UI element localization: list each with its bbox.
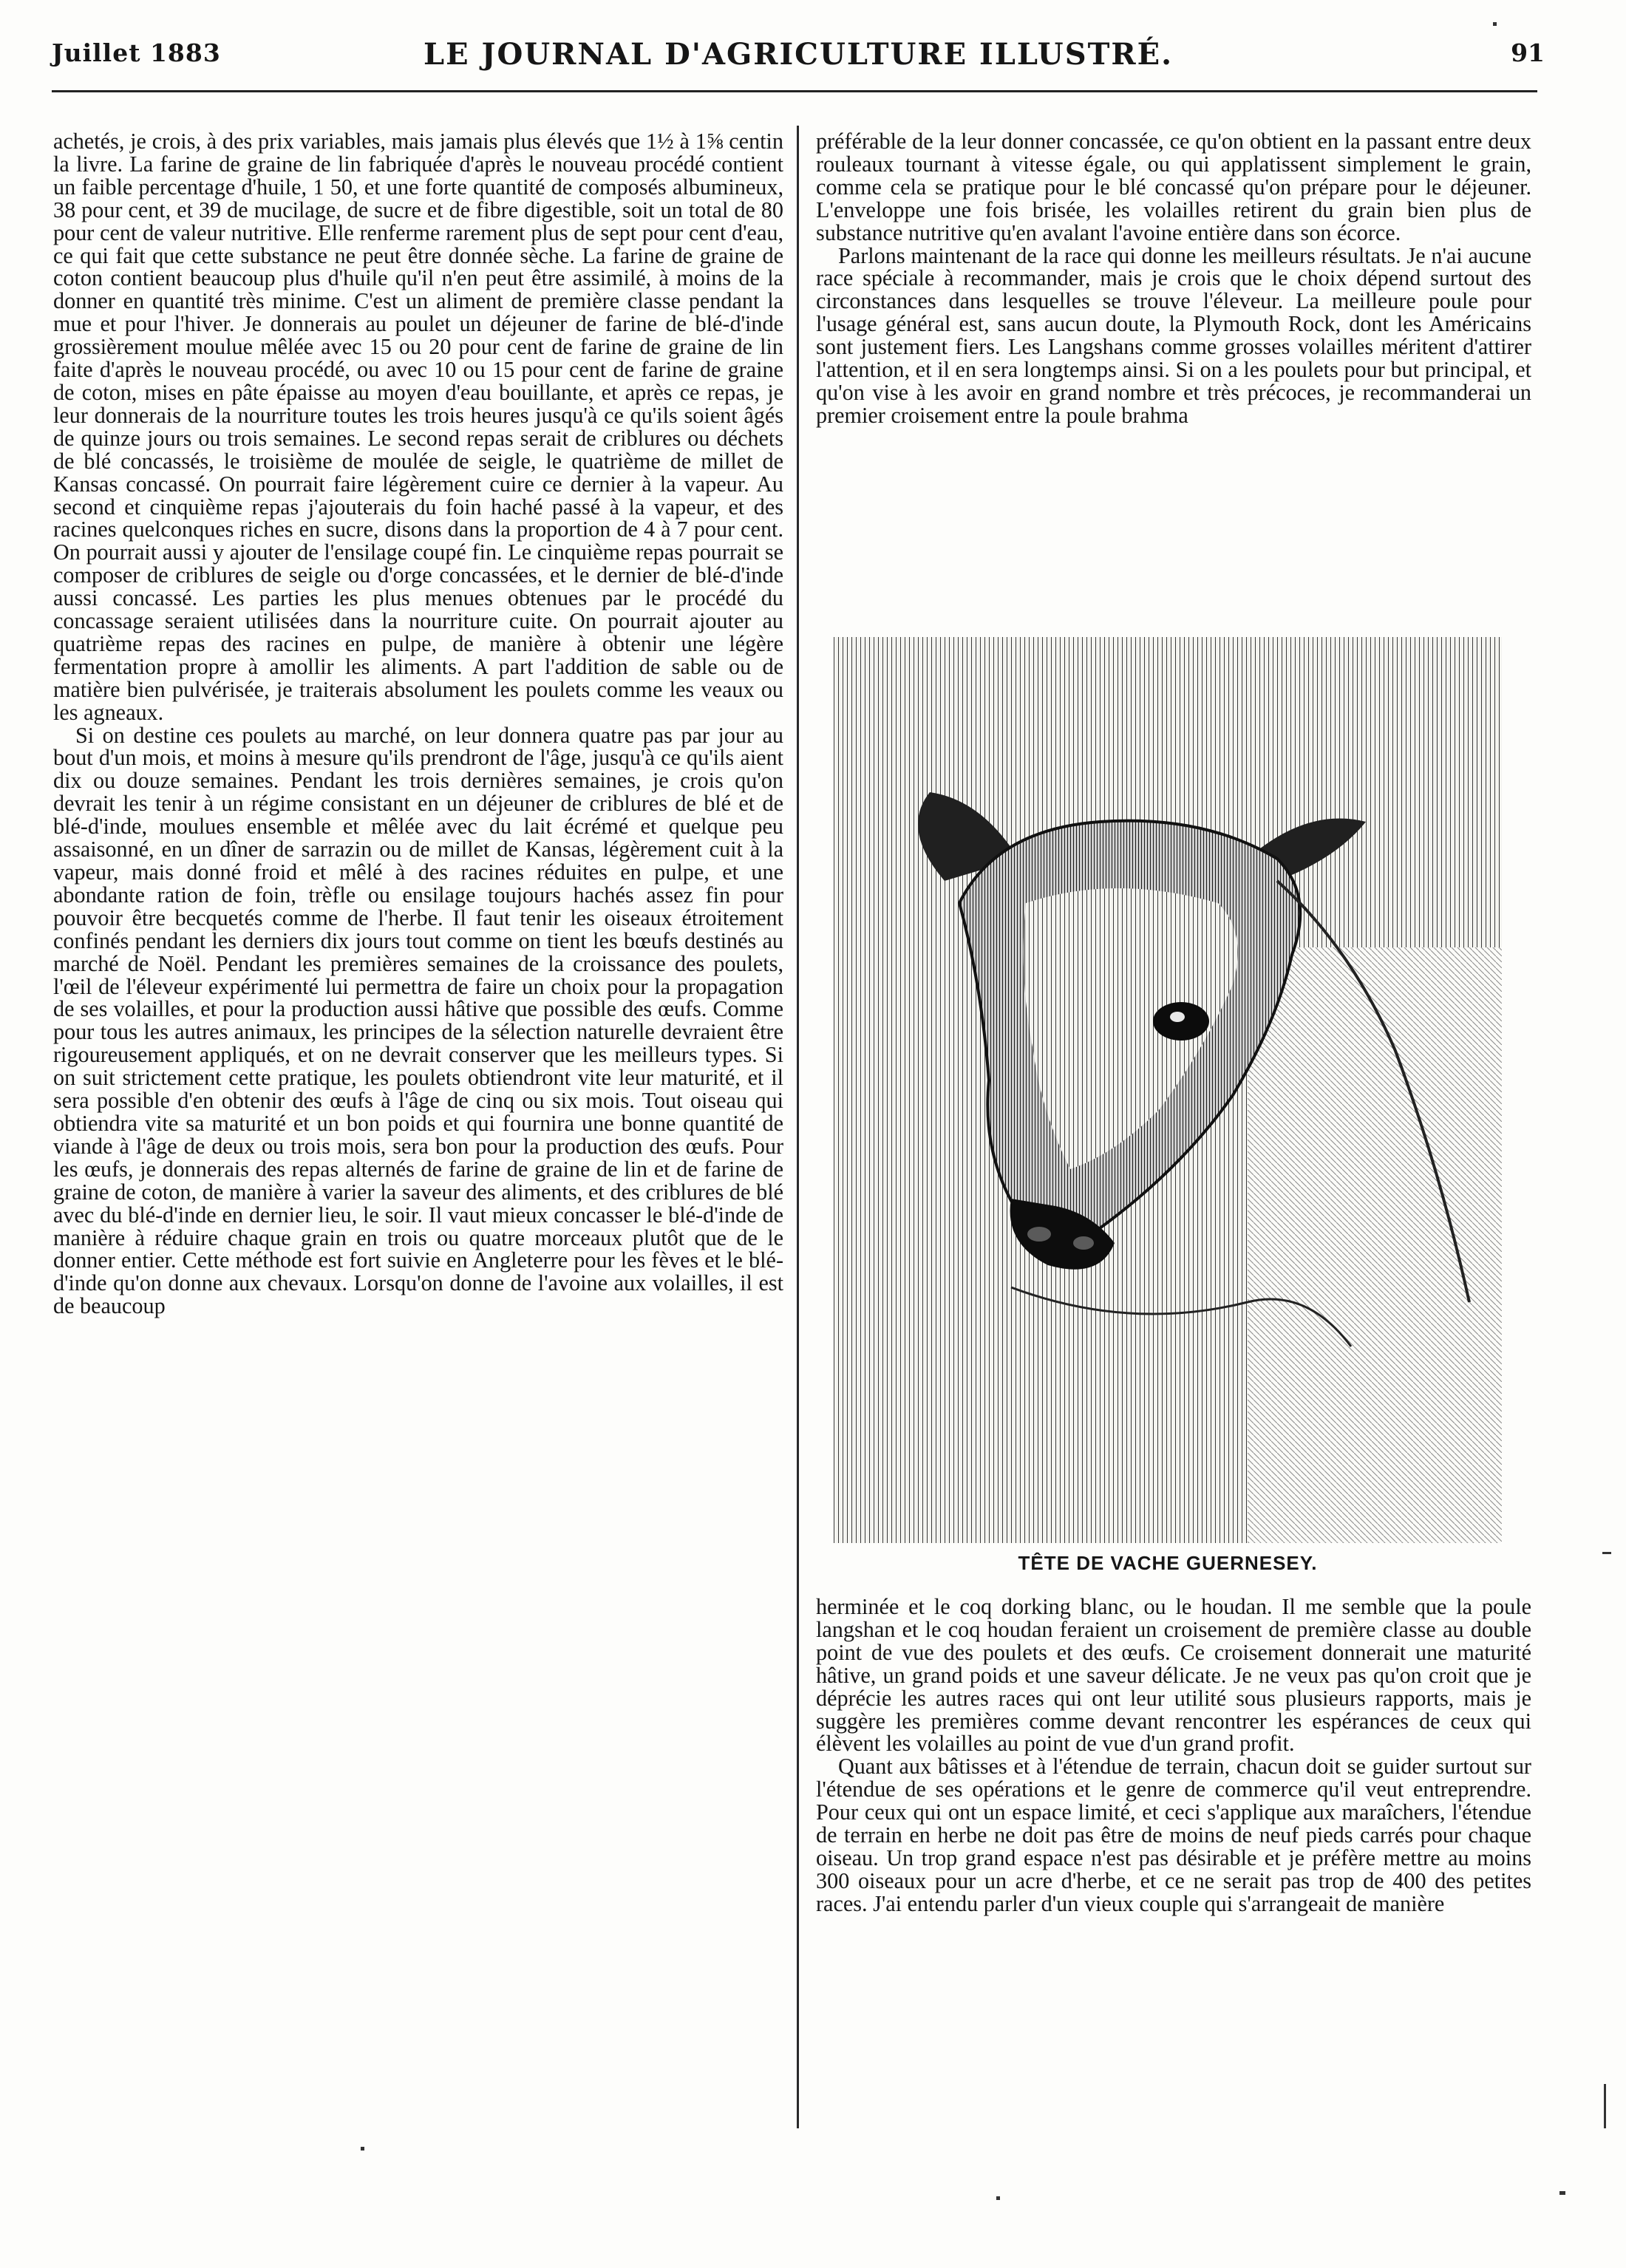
page-header	[52, 37, 1545, 72]
journal-title: LE JOURNAL D'AGRICULTURE ILLUSTRÉ.	[423, 37, 1173, 72]
paragraph: herminée et le coq dorking blanc, ou le houdan. Il me semble que la poule langshan et le coq houdan feraient un croisement de première classe au double point de vue des poulets et des œufs. Ce croisement donnerait une maturité hâtive, un grand poids et une saveur délicate. Je ne veux pas qu'on croit que je déprécie les autres races qui ont leur utilité sous plusieurs rapports, mais je suggère les premières comme devant rencontrer les espérances de ceux qui élèvent les volailles au point de vue d'un grand profit.	[816, 1594, 1531, 1757]
paragraph: Parlons maintenant de la race qui donne les meilleurs résultats. Je n'ai aucune race spéciale à recommander, mais je crois que le choix dépend surtout des circonstances dans lesquelles se trouve l'éleveur. La meilleure poule pour l'usage général est, sans aucun doute, la Plymouth Rock, dont les Américains sont justement fiers. Les Langshans comme grosses volailles méritent d'attirer l'attention, et il en sera longtemps ainsi. Si on a les poulets pour but principal, et qu'on vise à les avoir en grand nombre et très précoces, je recommanderai un premier croisement entre la poule brahma	[816, 242, 1531, 428]
issue-date: Juillet 1883	[52, 38, 221, 67]
margin-speck	[1604, 2084, 1606, 2128]
right-column-bottom	[816, 1596, 1531, 1915]
paragraph: Si on destine ces poulets au marché, on leur donnera quatre pas par jour au bout d'un mois, et moins à mesure qu'ils prendront de l'âge, jusqu'à ce qu'ils aient dix ou douze semaines. Pendant les trois dernières semaines, je crois qu'on devrait les tenir à un régime consistant en un déjeuner de criblures de blé et de blé-d'inde, moulues ensemble et mêlée avec du lait écrémé et quelque peu assaisonné, en un dîner de sarrazin ou de millet de Kansas, légèrement cuit à la vapeur, mais donné froid et mêlé à des racines réduites en pulpe, et une abondante ration de foin, trèfle ou ensilage toujours hachés assez fin pour pouvoir être becquetés comme de l'herbe. Il faut tenir les oiseaux étroitement confinés pendant les derniers dix jours tout comme on tient les bœufs destinés au marché de Noël. Pendant les premières semaines de la croissance des poulets, l'œil de l'éleveur expérimenté lui permettra de faire un choix pour la propagation de ses volailles, et pour la production aussi hâtive que possible des œufs. Comme pour tous les autres animaux, les principes de la sélection naturelle devraient être rigoureusement appliqués, et on ne devrait conserver que les meilleurs types. Si on suit strictement cette pratique, les poulets obtiendront vite leur maturité, et il sera possible d'en obtenir des œufs à l'âge de cinq ou six mois. Tout oiseau qui obtiendra vite sa maturité et un bon poids et qui fournira une bonne quantité de viande à l'âge de deux ou trois mois, sera bon pour la production des œufs. Pour les œufs, je donnerais des repas alternés de farine de graine de lin et de farine de graine de coton, de manière à varier la saveur des aliments, et des criblures de blé avec du blé-d'inde en dernier lieu, le soir. Il vaut mieux concasser le blé-d'inde de manière à réduire chaque grain en trois ou quatre morceaux plutôt que de le donner entier. Cette méthode est fort suivie en Angleterre pour les fèves et le blé-d'inde qu'on donne aux chevaux. Lorsqu'on donne de l'avoine aux volailles, il est de beaucoup	[53, 722, 783, 1319]
right-column-top	[816, 130, 1531, 427]
header-rule	[52, 90, 1537, 92]
left-column	[53, 130, 783, 1318]
paragraph: Quant aux bâtisses et à l'étendue de terrain, chacun doit se guider surtout sur l'étendue de ses opérations et le genre de commerce qu'il veut entreprendre. Pour ceux qui ont un espace limité, et ceci s'applique aux maraîchers, l'étendue de terrain en herbe ne doit pas être de moins de neuf pieds carrés pour chaque oiseau. Un trop grand espace n'est pas désirable et je préfère mettre au moins 300 oiseaux pour un acre d'herbe, et ce ne serait pas trop de 400 des petites races. J'ai entendu parler d'un vieux couple qui s'arrangeait de manière	[816, 1754, 1531, 1916]
page-number: 91	[1511, 38, 1545, 67]
margin-speck	[1493, 22, 1497, 26]
cow-engraving-figure	[834, 637, 1502, 1546]
margin-speck	[996, 2196, 1000, 2200]
paragraph: achetés, je crois, à des prix variables, mais jamais plus élevés que 1½ à 1⅝ centin la livre. La farine de graine de lin fabriquée d'après le nouveau procédé contient un faible percentage d'huile, 1 50, et une forte quantité de composés albumineux, 38 pour cent, et 39 de mucilage, de sucre et de fibre digestible, soit un total de 80 pour cent de valeur nutritive. Elle renferme rarement plus de sept pour cent d'eau, ce qui fait que cette substance ne peut être donnée sèche. La farine de graine de coton contient beaucoup plus d'huile qu'il n'en peut être assimilé, à moins de la donner en quantité très minime. C'est un aliment de première classe pendant la mue et pour l'hiver. Je donnerais au poulet un déjeuner de farine de blé-d'inde grossièrement moulue mêlée avec 15 ou 20 pour cent de farine de graine de lin faite d'après le nouveau procédé, ou avec 10 ou 15 pour cent de farine de graine de coton, mises en pâte épaisse au moyen d'eau bouillante, et après ce repas, je leur donnerais de la nourriture toutes les trois heures jusqu'à ce qu'ils soient âgés de quinze jours ou trois semaines. Le second repas serait de criblures ou déchets de blé concassés, le troisième de moulée de seigle, le quatrième de millet de Kansas concassé. On pourrait faire légèrement cuire ce dernier à la vapeur. Au second et cinquième repas j'ajouterais du foin haché passé à la vapeur, et des racines quelconques riches en sucre, disons dans la proportion de 4 à 7 pour cent. On pourrait aussi y ajouter de l'ensilage coupé fin. Le cinquième repas pourrait se composer de criblures de seigle ou d'orge concassées, et le dernier de blé-d'inde aussi concassé. Les parties les plus menues obtenues par le procédé du concassage seraient utilisées dans la nourriture cuite. On pourrait ajouter au quatrième repas des racines en pulpe, de manière à obtenir une légère fermentation propre à amollir les aliments. A part l'addition de sable ou de matière bien pulvérisée, je traiterais absolument les poulets comme les veaux ou les agneaux.	[53, 129, 783, 725]
margin-speck	[361, 2147, 364, 2150]
column-divider	[797, 126, 799, 2128]
margin-speck	[1559, 2191, 1565, 2195]
paragraph: préférable de la leur donner concassée, ce qu'on obtient en la passant entre deux rouleaux tournant à vitesse égale, ou qui applatissent simplement le grain, comme cela se pratique pour le blé concassé qu'on prépare pour le déjeuner. L'enveloppe une fois brisée, les volailles retirent du grain bien plus de substance nutritive qu'en avalant l'avoine entière dans son écorce.	[816, 129, 1531, 245]
margin-speck	[1602, 1552, 1611, 1554]
figure-caption: TÊTE DE VACHE GUERNESEY.	[1018, 1552, 1318, 1574]
guernsey-cow-head-engraving	[834, 637, 1502, 1543]
